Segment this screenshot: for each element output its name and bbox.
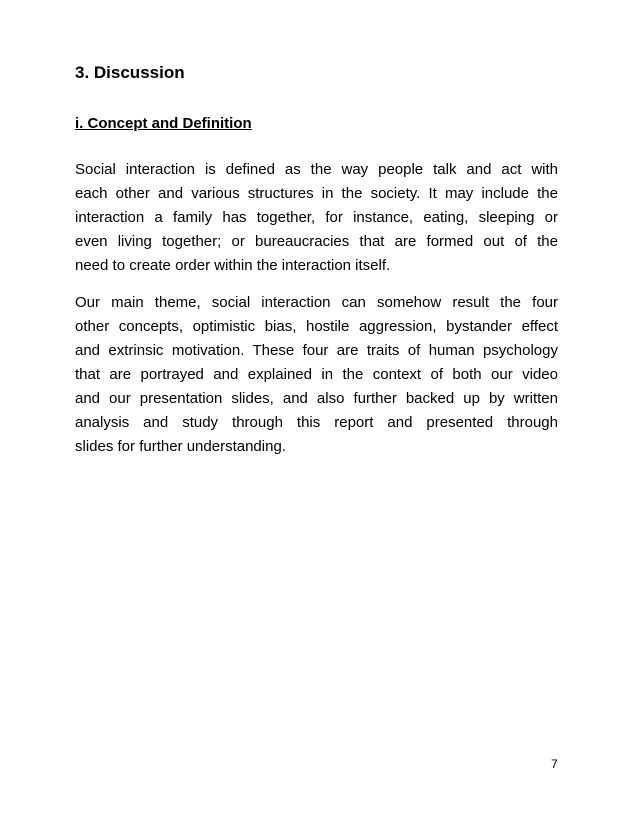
paragraph-line: need to create order within the interaction itself. — [75, 257, 391, 274]
section-heading: 3. Discussion — [75, 63, 185, 82]
page-number: 7 — [551, 757, 558, 771]
paragraph-definition — [75, 158, 558, 278]
paragraph-line: and extrinsic motivation. These four are traits of human psychology — [75, 342, 558, 359]
paragraph-line: interaction a family has together, for instance, eating, sleeping or — [75, 209, 558, 226]
paragraph-line: even living together; or bureaucracies that are formed out of the — [75, 233, 558, 250]
paragraph-line: slides for further understanding. — [75, 438, 286, 455]
paragraph-line: each other and various structures in the society. It may include the — [75, 185, 558, 202]
subheading: i. Concept and Definition — [75, 115, 252, 132]
paragraph-line: and our presentation slides, and also further backed up by written — [75, 390, 558, 407]
paragraph-line: analysis and study through this report and presented through — [75, 414, 558, 431]
paragraph-line: Social interaction is defined as the way people talk and act with — [75, 161, 558, 178]
paragraph-line: Our main theme, social interaction can somehow result the four — [75, 294, 558, 311]
paragraph-line: other concepts, optimistic bias, hostile aggression, bystander effect — [75, 318, 558, 335]
paragraph-line: that are portrayed and explained in the context of both our video — [75, 366, 558, 383]
paragraph-main-theme — [75, 291, 558, 459]
